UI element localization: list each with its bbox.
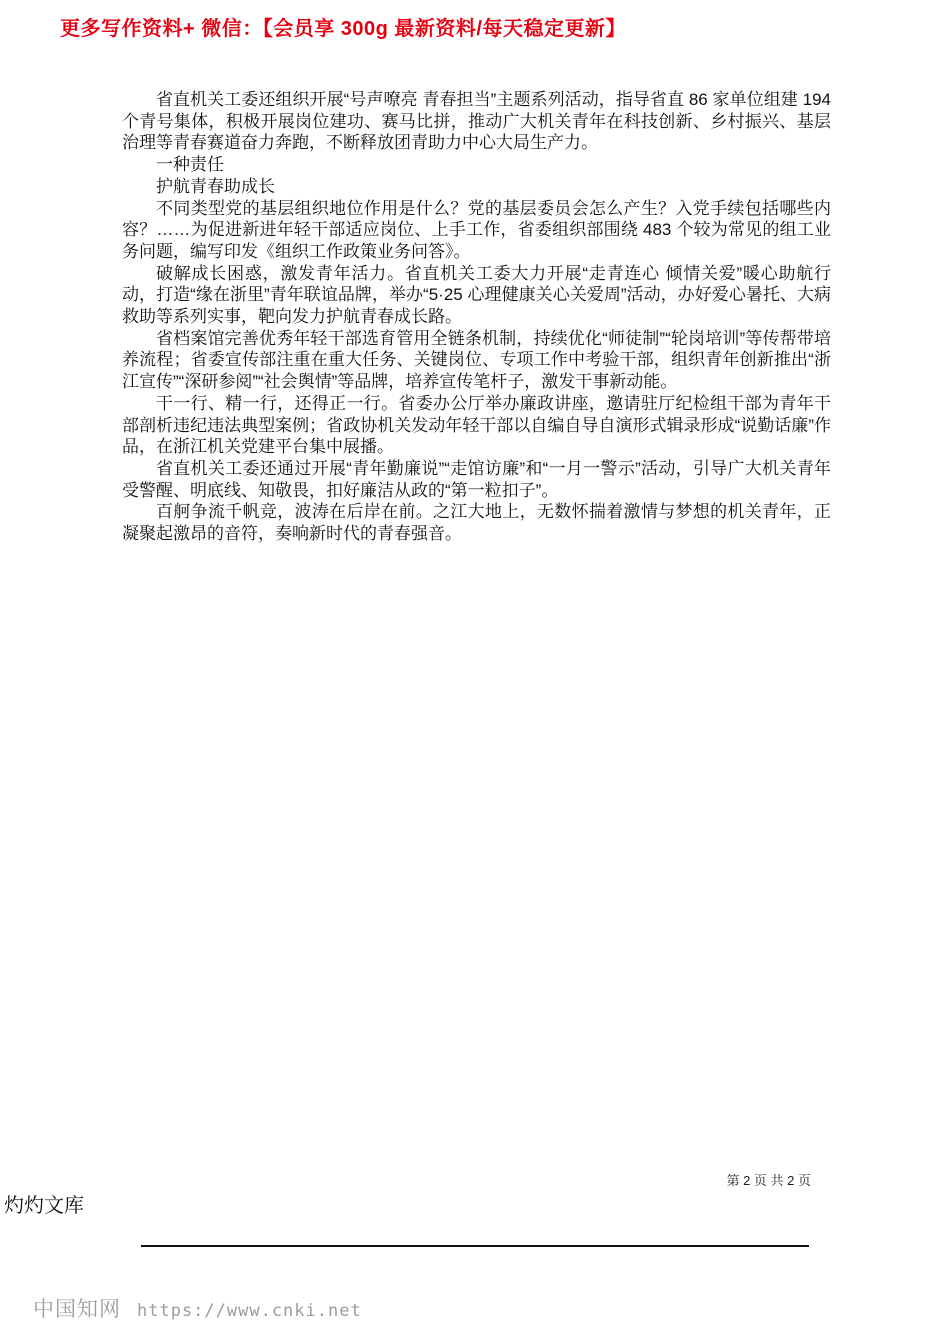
cnki-url: https://www.cnki.net — [137, 1301, 362, 1321]
paragraph: 一种责任 — [156, 155, 224, 175]
promo-banner: 更多写作资料+ 微信：【会员享 300g 最新资料/每天稳定更新】 — [60, 18, 626, 40]
cnki-logo-text: 中国知网 — [33, 1297, 121, 1321]
paragraph: 省直机关工委还通过开展“青年勤廉说”“走馆访廉”和“一月一警示”活动，引导广大机关青年受警醒、明底线、知敬畏，扣好廉洁从政的“第一粒扣子”。 — [122, 458, 831, 500]
paragraph: 干一行、精一行，还得正一行。省委办公厅举办廉政讲座，邀请驻厅纪检组干部为青年干部剖析违纪违法典型案例；省政协机关发动年轻干部以自编自导自演形式辑录形成“说勤话廉”作品，在浙江机关党建平台集中展播。 — [122, 393, 831, 457]
paragraph: 省档案馆完善优秀年轻干部选育管用全链条机制，持续优化“师徒制”“轮岗培训”等传帮带培养流程；省委宣传部注重在重大任务、关键岗位、专项工作中考验干部，组织青年创新推出“浙江宣传”“深研参阅”“社会舆情”等品牌，培养宣传笔杆子，激发干事新动能。 — [122, 328, 831, 392]
paragraph: 护航青春助成长 — [156, 176, 275, 196]
footer-divider — [141, 1245, 809, 1247]
page-number: 第 2 页 共 2 页 — [726, 1173, 811, 1188]
document-body — [122, 89, 831, 545]
cnki-watermark — [33, 1293, 362, 1323]
library-watermark: 灼灼文库 — [4, 1195, 84, 1217]
paragraph: 省直机关工委还组织开展“号声嘹亮 青春担当”主题系列活动，指导省直 86 家单位组建 194 个青号集体，积极开展岗位建功、赛马比拼，推动广大机关青年在科技创新、乡村振兴、基层治理等青春赛道奋力奔跑，不断释放团青助力中心大局生产力。 — [122, 90, 831, 153]
paragraph: 不同类型党的基层组织地位作用是什么？党的基层委员会怎么产生？入党手续包括哪些内容？……为促进新进年轻干部适应岗位、上手工作，省委组织部围绕 483 个较为常见的组工业务问题，编写印发《组织工作政策业务问答》。 — [122, 198, 831, 261]
paragraph: 破解成长困惑，激发青年活力。省直机关工委大力开展“走青连心 倾情关爱”暖心助航行动，打造“缘在浙里”青年联谊品牌，举办“5·25 心理健康关心关爱周”活动，办好爱心暑托、大病救助等系列实事，靶向发力护航青春成长路。 — [122, 263, 831, 327]
paragraph: 百舸争流千帆竞，波涛在后岸在前。之江大地上，无数怀揣着激情与梦想的机关青年，正凝聚起激昂的音符，奏响新时代的青春强音。 — [122, 502, 831, 544]
